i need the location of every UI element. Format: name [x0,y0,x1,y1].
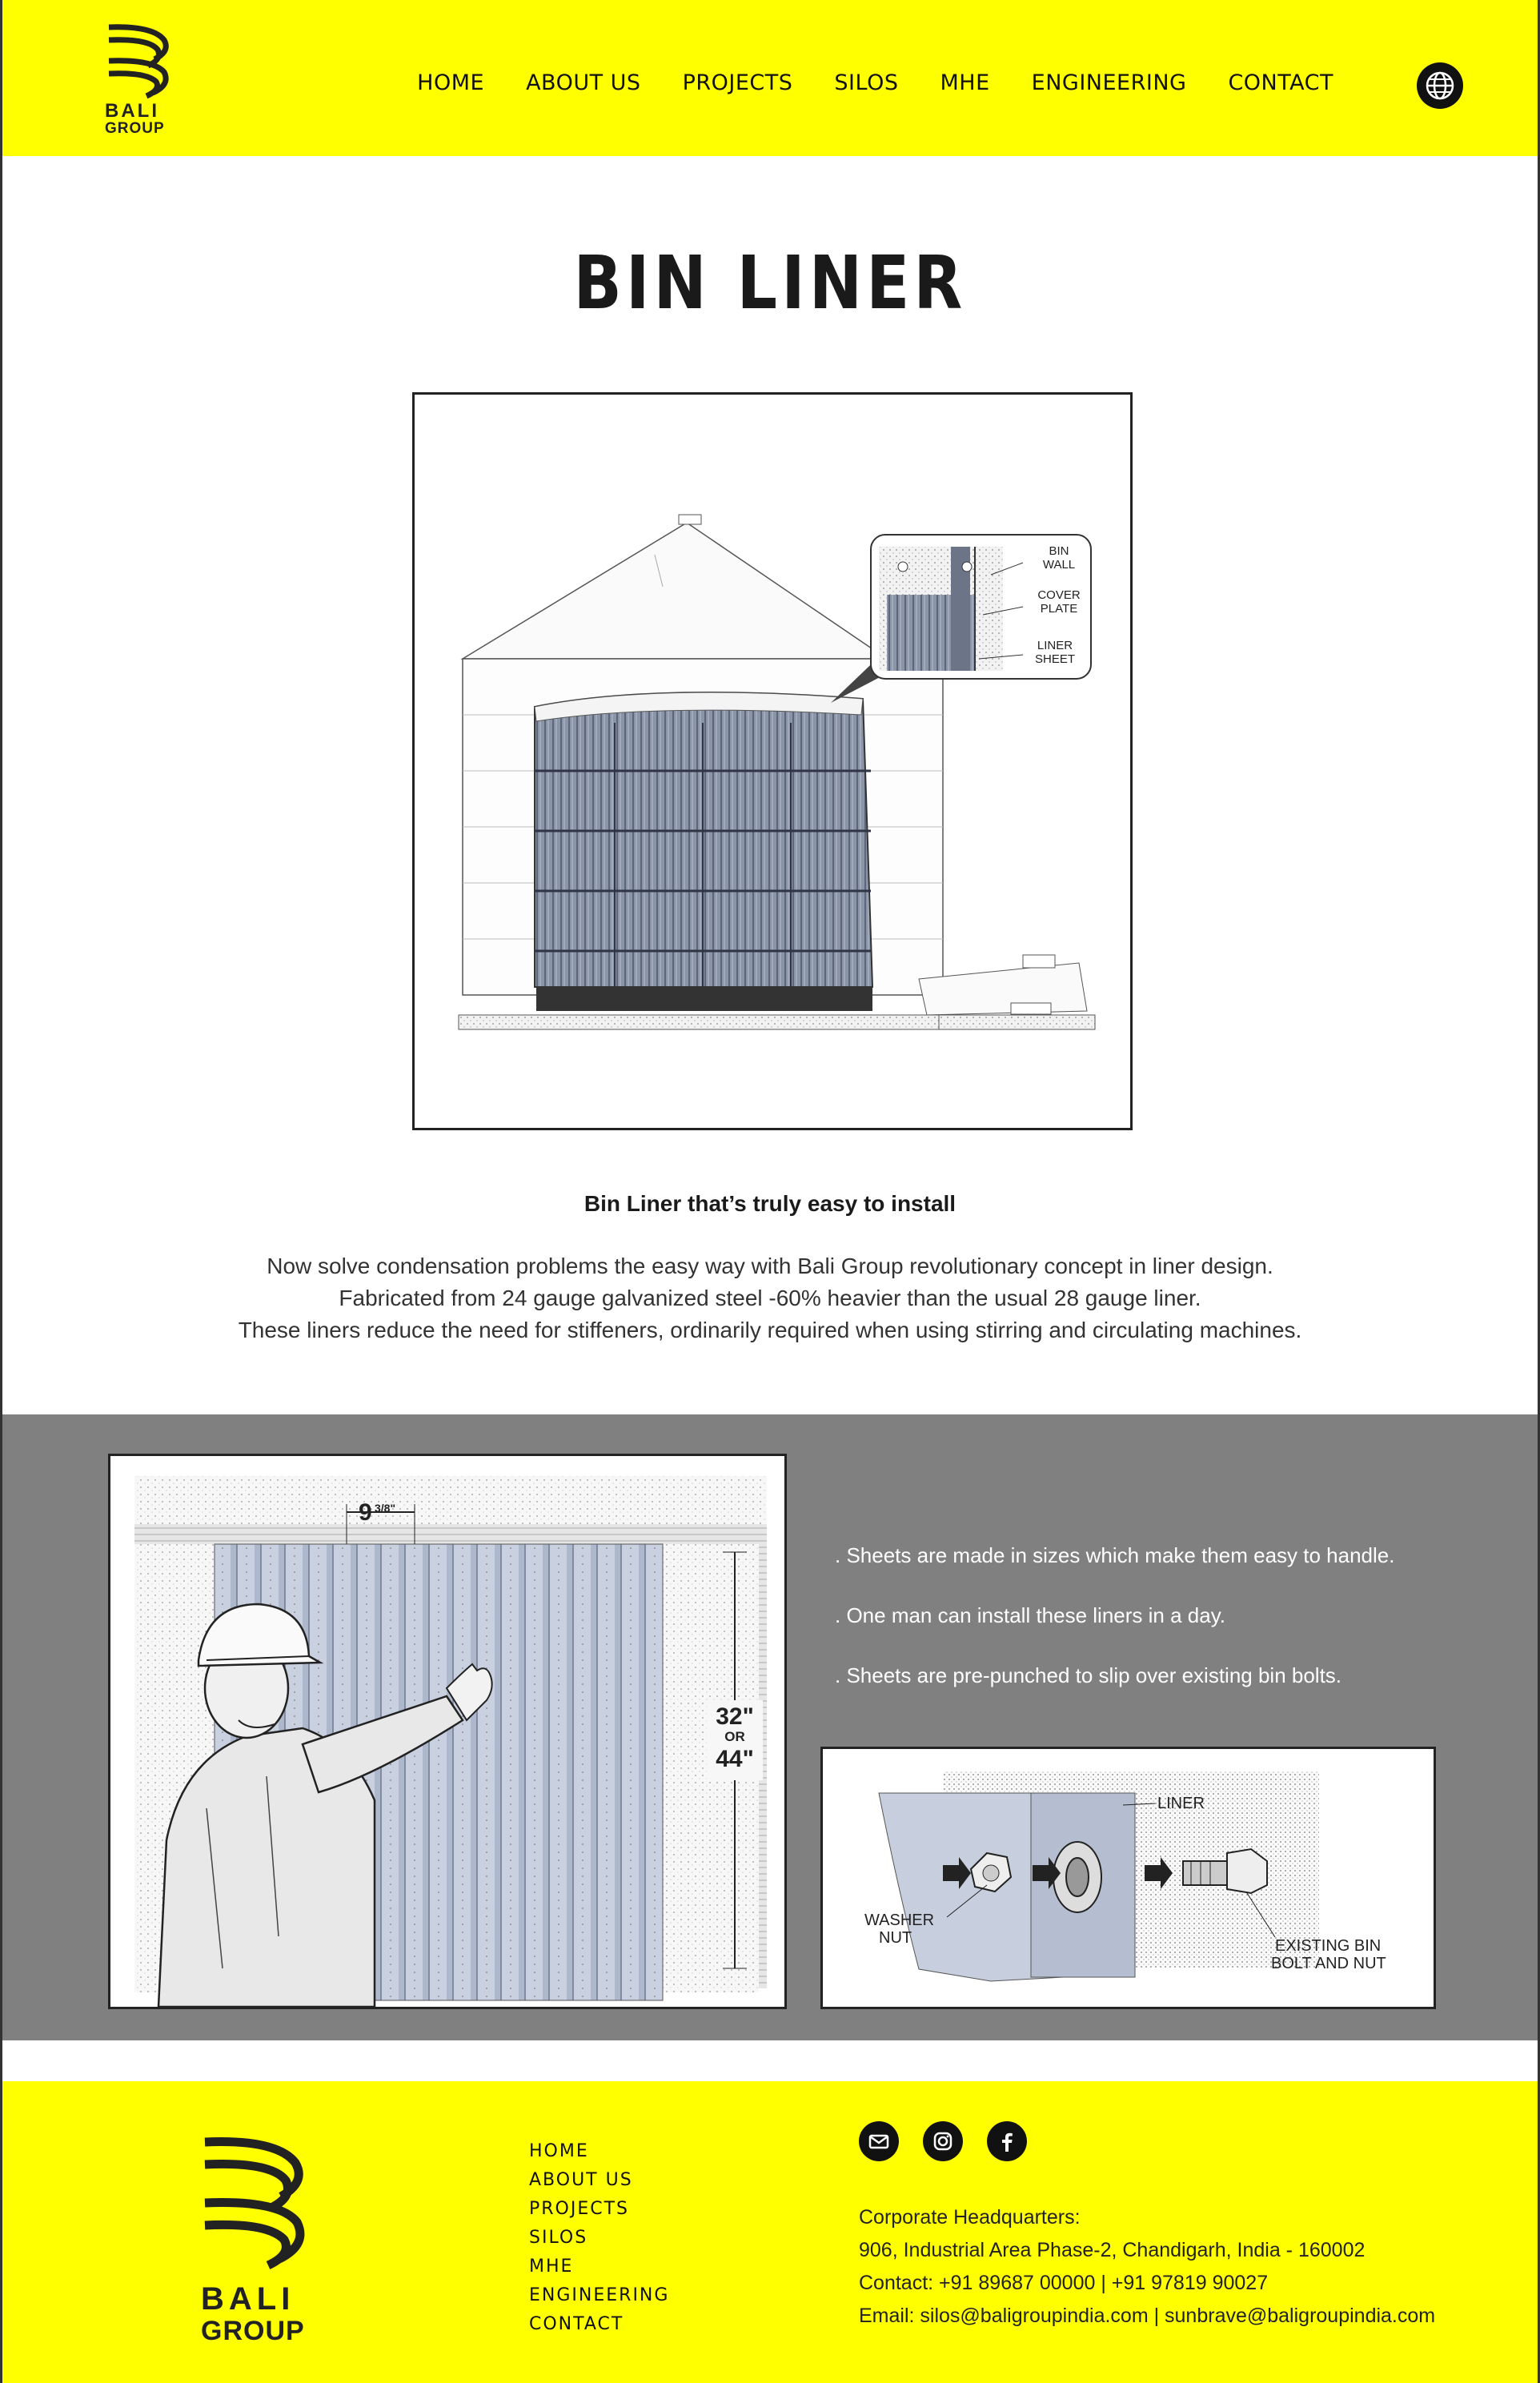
footer-nav-silos[interactable]: SILOS [529,2228,588,2248]
brand-logo[interactable] [105,22,177,142]
dimension-width-whole: 9 [359,1499,372,1526]
contact-phone[interactable]: Contact: +91 89687 00000 | +91 97819 90027 [859,2272,1269,2294]
bolt-detail-illustration [820,1747,1436,2009]
dimension-width-fraction: 3/8" [375,1502,396,1514]
main-nav [417,70,1333,95]
dimension-height-or: OR [724,1729,745,1744]
language-globe-icon[interactable] [1417,62,1463,109]
label-cover-plate-1: COVER [1037,588,1081,602]
dimension-height-top: 32" [716,1703,754,1730]
footer-logo[interactable] [201,2134,321,2346]
section-subheading: Bin Liner that’s truly easy to install [584,1191,956,1216]
worker-installing-liner-illustration [108,1454,787,2009]
nav-contact[interactable]: CONTACT [1228,70,1333,95]
label-liner: LINER [1157,1795,1205,1812]
bullet-sizes: . Sheets are made in sizes which make them easy to handle. [835,1543,1395,1567]
dimension-height-bottom: 44" [716,1746,754,1772]
contact-info [859,2201,1435,2333]
label-washer-2: NUT [879,1929,912,1947]
footer-logo-line2: GROUP [201,2316,305,2346]
page-title: BIN LINER [573,240,967,326]
label-existing-1: EXISTING BIN [1275,1937,1382,1955]
footer-nav-projects[interactable]: PROJECTS [529,2199,630,2219]
label-washer-1: WASHER [864,1912,935,1929]
nav-silos[interactable]: SILOS [834,70,899,95]
feature-bullets [835,1543,1394,1723]
footer-logo-swoosh-icon [201,2134,321,2278]
description-line-1: Now solve condensation problems the easy way with Bali Group revolutionary concept in liner design. [267,1254,1273,1278]
bin-liner-illustration [412,392,1133,1130]
footer-nav-engineering[interactable]: ENGINEERING [529,2285,670,2305]
label-cover-plate-2: PLATE [1040,602,1078,616]
logo-line1: BALI [105,100,159,122]
footer-nav-mhe[interactable]: MHE [529,2257,574,2277]
bullet-pre-punched: . Sheets are pre-punched to slip over existing bin bolts. [835,1663,1342,1687]
label-liner-sheet-1: LINER [1037,639,1073,652]
mail-icon[interactable] [859,2121,899,2161]
nav-about-us[interactable]: ABOUT US [526,70,641,95]
contact-address: 906, Industrial Area Phase-2, Chandigarh, India - 160002 [859,2239,1366,2261]
label-existing-2: BOLT AND NUT [1271,1955,1386,1972]
nav-projects[interactable]: PROJECTS [682,70,793,95]
social-links [859,2121,1027,2161]
footer-logo-line1: BALI [201,2281,295,2317]
label-liner-sheet-2: SHEET [1034,652,1076,666]
label-bin-wall-2: WALL [1042,558,1076,572]
bullet-one-man: . One man can install these liners in a day. [835,1603,1225,1627]
site-header [2,0,1538,156]
footer-nav-contact[interactable]: CONTACT [529,2314,624,2334]
facebook-icon[interactable] [987,2121,1027,2161]
nav-engineering[interactable]: ENGINEERING [1031,70,1187,95]
site-footer [2,2081,1538,2383]
footer-nav-about-us[interactable]: ABOUT US [529,2170,633,2190]
logo-line2: GROUP [105,120,165,137]
description [2,1250,1538,1346]
description-line-3: These liners reduce the need for stiffeners, ordinarily required when using stirring and circulating machines. [238,1318,1302,1342]
description-line-2: Fabricated from 24 gauge galvanized steel -60% heavier than the usual 28 gauge liner. [339,1286,1201,1310]
contact-hq-label: Corporate Headquarters: [859,2206,1081,2229]
contact-email[interactable]: Email: silos@baligroupindia.com | sunbrave@baligroupindia.com [859,2305,1436,2327]
label-bin-wall-1: BIN [1049,544,1069,558]
logo-swoosh-icon [105,22,177,102]
footer-nav-home[interactable]: HOME [529,2141,589,2161]
nav-home[interactable]: HOME [417,70,485,95]
instagram-icon[interactable] [923,2121,963,2161]
footer-nav [529,2137,669,2339]
nav-mhe[interactable]: MHE [940,70,990,95]
